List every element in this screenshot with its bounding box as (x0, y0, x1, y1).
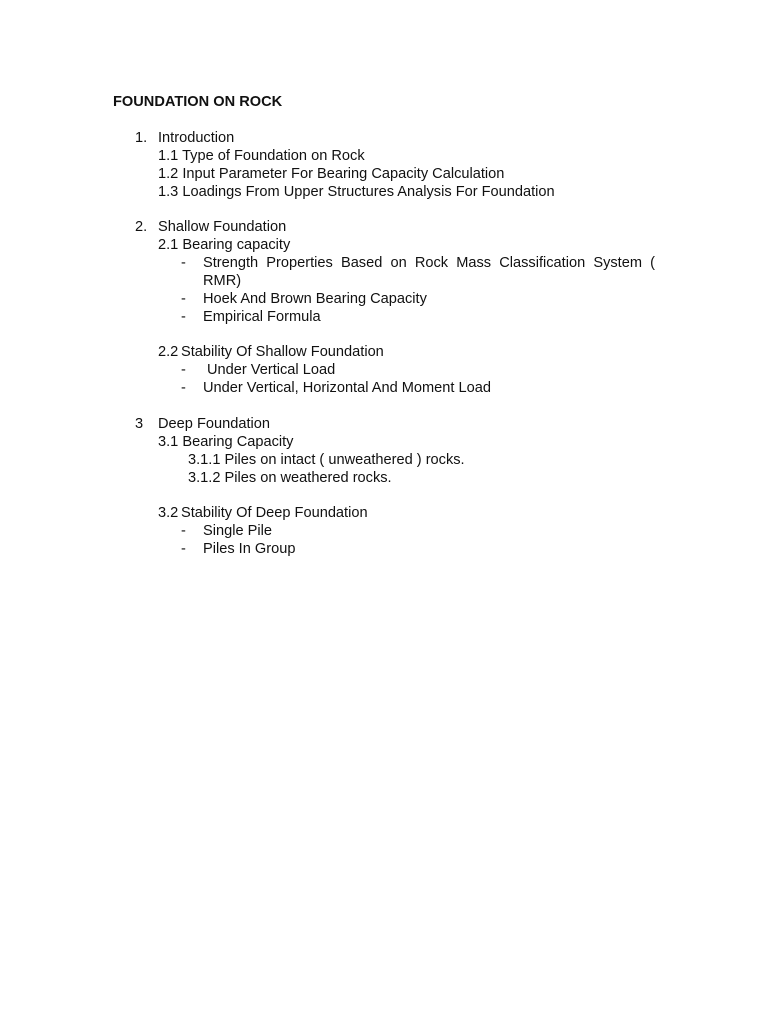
section-3-1-heading: 3.1 Bearing Capacity (158, 434, 294, 450)
section-1-item-3: 1.3 Loadings From Upper Structures Analysis For Foundation (158, 184, 555, 200)
section-3-heading: Deep Foundation (158, 416, 270, 432)
section-2-1-bullet-1: Strength Properties Based on Rock Mass Classification System ( (203, 255, 655, 271)
section-2-1-bullet-2: Hoek And Brown Bearing Capacity (203, 291, 427, 307)
section-2-1-heading: 2.1 Bearing capacity (158, 237, 291, 253)
section-3-2-bullet-2: Piles In Group (203, 541, 296, 557)
bullet-dash: - (181, 541, 186, 557)
bullet-dash: - (181, 309, 186, 325)
document-title: FOUNDATION ON ROCK (113, 94, 283, 110)
section-3-2-number: 3.2 (158, 505, 179, 521)
section-3-1-item-1: 3.1.1 Piles on intact ( unweathered ) rocks. (188, 452, 465, 468)
section-2-1-bullet-3: Empirical Formula (203, 309, 321, 325)
section-3-2-bullet-1: Single Pile (203, 523, 272, 539)
section-1-item-2: 1.2 Input Parameter For Bearing Capacity Calculation (158, 166, 505, 182)
bullet-dash: - (181, 523, 186, 539)
section-3-2-heading: Stability Of Deep Foundation (181, 505, 368, 521)
section-2-2-number: 2.2 (158, 344, 179, 360)
section-2-2-bullet-2: Under Vertical, Horizontal And Moment Load (203, 380, 491, 396)
bullet-dash: - (181, 255, 186, 271)
section-1-heading: Introduction (158, 130, 235, 146)
section-2-1-bullet-1-continued: RMR) (203, 273, 242, 289)
bullet-dash: - (181, 362, 186, 378)
section-2-heading: Shallow Foundation (158, 219, 287, 235)
section-3-number: 3 (135, 416, 144, 432)
section-1-number: 1. (135, 130, 148, 146)
section-1-item-1: 1.1 Type of Foundation on Rock (158, 148, 365, 164)
bullet-dash: - (181, 380, 186, 396)
section-2-2-bullet-1: Under Vertical Load (207, 362, 336, 378)
bullet-dash: - (181, 291, 186, 307)
section-2-number: 2. (135, 219, 148, 235)
section-3-1-item-2: 3.1.2 Piles on weathered rocks. (188, 470, 392, 486)
section-2-2-heading: Stability Of Shallow Foundation (181, 344, 384, 360)
